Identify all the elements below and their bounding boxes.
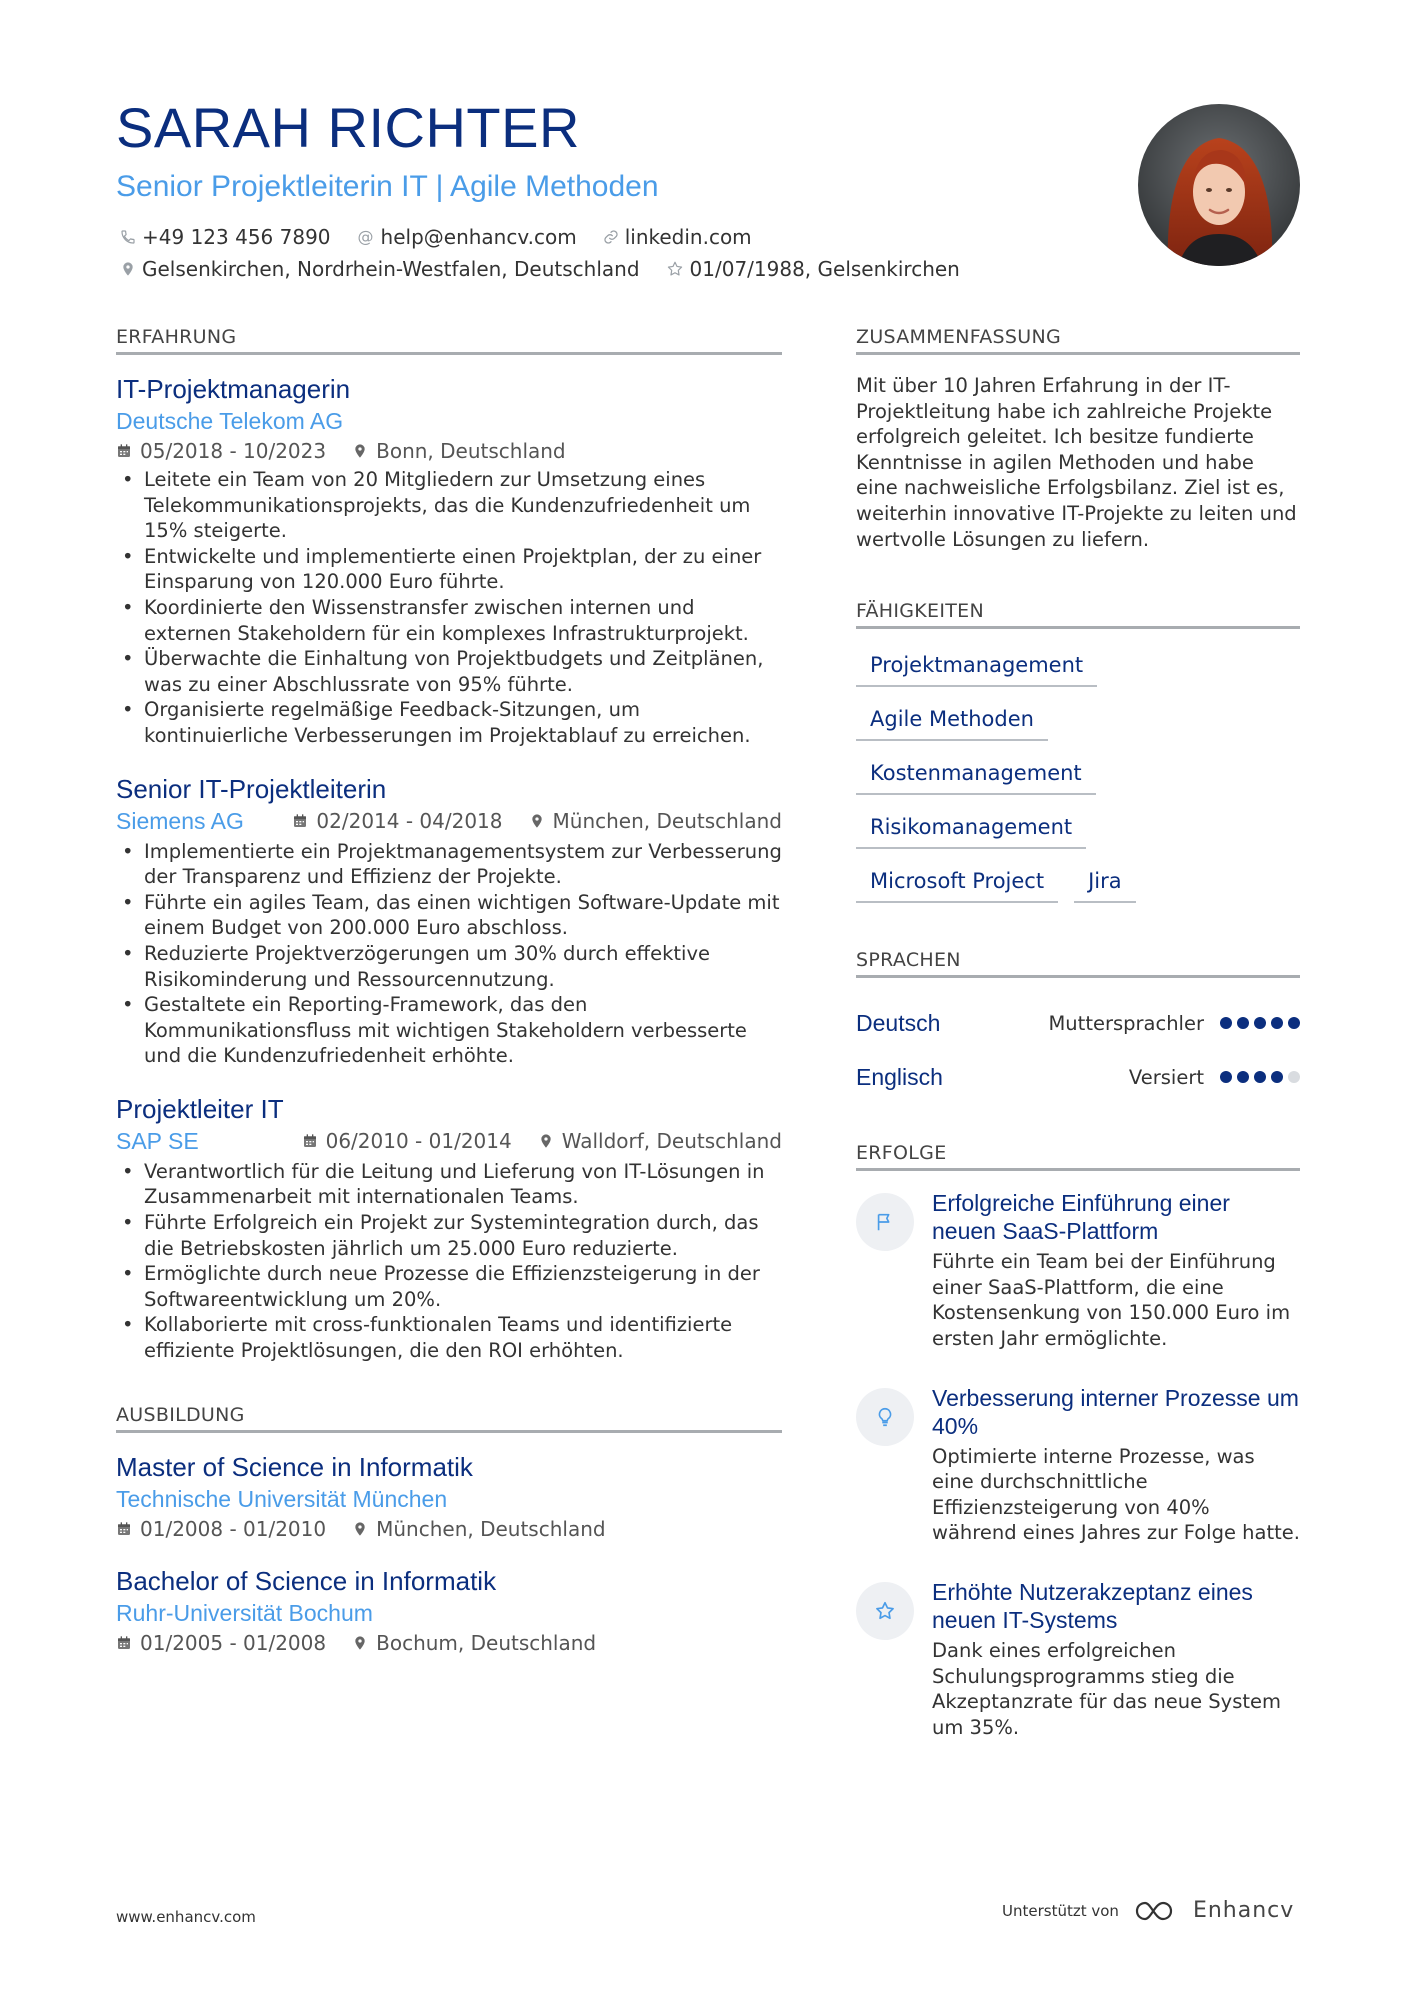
bullet-item: • Gestaltete ein Reporting-Framework, das den Kommunikationsfluss mit wichtigen Stakeholdern verbesserte und die Kundenzufriedenheit erhöhte. xyxy=(116,992,782,1069)
bullet-item: • Leitete ein Team von 20 Mitgliedern zur Umsetzung eines Telekommunikationsprojekts, das die Kundenzufriedenheit um 15% steigerte. xyxy=(116,467,782,544)
job-location: München, Deutschland xyxy=(552,808,782,833)
achievement-desc: Optimierte interne Prozesse, was eine durchschnittliche Effizienzsteigerung von 40% während eines Jahres zur Folge hatte. xyxy=(932,1444,1300,1545)
achievement-desc: Führte ein Team bei der Einführung einer SaaS-Plattform, die eine Kostensenkung von 150.000 Euro im ersten Jahr ermöglichte. xyxy=(932,1250,1291,1350)
link-icon xyxy=(603,229,619,245)
rating-dot xyxy=(1220,1017,1232,1029)
achievement-title: Erfolgreiche Einführung einer neuen SaaS-Plattform xyxy=(932,1190,1230,1245)
bullet-item: • Führte Erfolgreich ein Projekt zur Systemintegration durch, das die Betriebskosten jährlich um 25.000 Euro reduzierte. xyxy=(116,1210,782,1261)
language-name: Deutsch xyxy=(856,1009,941,1036)
star-icon xyxy=(874,1600,896,1622)
location-pin-icon xyxy=(120,261,136,277)
rating-dot xyxy=(1254,1017,1266,1029)
right-column xyxy=(856,326,1300,1772)
skill-tag: Projektmanagement xyxy=(856,647,1097,687)
job-entry xyxy=(116,373,782,749)
skill-tag: Microsoft Project xyxy=(856,863,1058,903)
languages-list xyxy=(856,996,1300,1104)
job-location: Bonn, Deutschland xyxy=(376,439,566,463)
job-dates: 02/2014 - 04/2018 xyxy=(316,808,503,833)
achievement-item xyxy=(856,1189,1300,1351)
location-pin-icon xyxy=(352,1521,368,1537)
job-company: Siemens AG xyxy=(116,807,244,834)
job-dates: 06/2010 - 01/2014 xyxy=(325,1128,512,1153)
footer-website[interactable]: www.enhancv.com xyxy=(116,1908,256,1926)
phone-text: +49 123 456 7890 xyxy=(142,225,331,249)
job-bullets xyxy=(116,467,782,749)
location-pin-icon xyxy=(352,443,368,459)
skill-tag: Agile Methoden xyxy=(856,701,1048,741)
education-entry xyxy=(116,1565,782,1657)
experience-heading: ERFAHRUNG xyxy=(116,326,782,355)
bullet-item: • Überwachte die Einhaltung von Projektbudgets und Zeitplänen, was zu einer Abschlussrate von 95% führte. xyxy=(116,646,782,697)
flag-icon xyxy=(874,1211,896,1233)
birth-contact xyxy=(666,257,960,281)
skill-tag: Risikomanagement xyxy=(856,809,1086,849)
rating-dot xyxy=(1237,1017,1249,1029)
job-company: SAP SE xyxy=(116,1127,199,1154)
edu-school: Ruhr-Universität Bochum xyxy=(116,1599,373,1626)
achievement-title: Erhöhte Nutzerakzeptanz eines neuen IT-Systems xyxy=(932,1578,1253,1633)
edu-location: München, Deutschland xyxy=(376,1516,606,1541)
achievement-title: Verbesserung interner Prozesse um 40% xyxy=(932,1384,1299,1439)
language-name: Englisch xyxy=(856,1063,943,1090)
language-rating xyxy=(1220,1017,1300,1029)
rating-dot xyxy=(1288,1071,1300,1083)
language-rating xyxy=(1220,1071,1300,1083)
linkedin-text[interactable]: linkedin.com xyxy=(624,225,752,249)
edu-degree: Bachelor of Science in Informatik xyxy=(116,1565,497,1596)
star-icon xyxy=(666,260,684,278)
powered-by-text: Unterstützt von xyxy=(1002,1901,1119,1920)
skill-tag: Jira xyxy=(1074,863,1136,903)
achievements-heading: ERFOLGE xyxy=(856,1142,1300,1171)
rating-dot xyxy=(1288,1017,1300,1029)
contact-row-2 xyxy=(120,257,960,281)
linkedin-contact[interactable] xyxy=(603,225,752,249)
achievement-desc: Dank eines erfolgreichen Schulungsprogramms stieg die Akzeptanzrate für das neue System um 35%. xyxy=(932,1638,1281,1739)
education-heading: AUSBILDUNG xyxy=(116,1404,782,1433)
location-pin-icon xyxy=(352,1635,368,1651)
brand-name: Enhancv xyxy=(1192,1898,1295,1923)
skills-list xyxy=(856,647,1300,903)
job-role: Projektleiter IT xyxy=(116,1093,284,1124)
rating-dot xyxy=(1271,1017,1283,1029)
rating-dot xyxy=(1220,1071,1232,1083)
bullet-item: • Reduzierte Projektverzögerungen um 30% durch effektive Risikominderung und Ressourcennutzung. xyxy=(116,941,782,992)
enhancv-logo-icon xyxy=(1133,1899,1179,1923)
skill-tag: Kostenmanagement xyxy=(856,755,1096,795)
location-pin-icon xyxy=(538,1133,554,1149)
job-meta xyxy=(302,1127,782,1155)
lightbulb-icon xyxy=(874,1406,896,1428)
calendar-icon xyxy=(116,443,132,459)
calendar-icon xyxy=(116,1635,132,1651)
job-bullets xyxy=(116,839,782,1069)
skills-heading: FÄHIGKEITEN xyxy=(856,600,1300,629)
bullet-item: • Verantwortlich für die Leitung und Lieferung von IT-Lösungen in Zusammenarbeit mit internationalen Teams. xyxy=(116,1159,782,1210)
phone-icon xyxy=(120,229,136,245)
education-entry xyxy=(116,1451,782,1543)
bullet-item: • Organisierte regelmäßige Feedback-Sitzungen, um kontinuierliche Verbesserungen im Projektablauf zu erreichen. xyxy=(116,697,782,748)
summary-text: Mit über 10 Jahren Erfahrung in der IT-Projektleitung habe ich zahlreiche Projekte erfolgreich geleitet. Ich besitze fundierte Kenntnisse in agilen Methoden und habe eine nachweisliche Erfolgsbilanz. Ziel ist es, weiterhin innovative IT-Projekte zu leiten und wertvolle Lösungen zu liefern. xyxy=(856,374,1297,551)
rating-dot xyxy=(1271,1071,1283,1083)
job-role: IT-Projektmanagerin xyxy=(116,374,351,404)
candidate-name: SARAH RICHTER xyxy=(116,96,580,159)
bullet-item: • Ermöglichte durch neue Prozesse die Effizienzsteigerung in der Softwareentwicklung um 20%. xyxy=(116,1261,782,1312)
languages-heading: SPRACHEN xyxy=(856,949,1300,978)
language-level: Versiert xyxy=(1128,1065,1204,1089)
bullet-item: • Koordinierte den Wissenstransfer zwischen internen und externen Stakeholdern für ein komplexes Infrastrukturprojekt. xyxy=(116,595,782,646)
language-row xyxy=(856,996,1300,1050)
phone-contact xyxy=(120,225,331,249)
edu-meta xyxy=(116,1629,782,1657)
rating-dot xyxy=(1237,1071,1249,1083)
email-text[interactable]: help@enhancv.com xyxy=(380,225,577,249)
calendar-icon xyxy=(116,1521,132,1537)
left-column xyxy=(116,326,782,1679)
edu-dates: 01/2008 - 01/2010 xyxy=(140,1516,327,1541)
job-role: Senior IT-Projektleiterin xyxy=(116,773,387,804)
bullet-item: • Entwickelte und implementierte einen Projektplan, der zu einer Einsparung von 120.000 Euro führte. xyxy=(116,544,782,595)
achievement-item xyxy=(856,1384,1300,1546)
at-icon: @ xyxy=(357,227,374,246)
bullet-item: • Führte ein agiles Team, das einen wichtigen Software-Update mit einem Budget von 200.000 Euro abschloss. xyxy=(116,890,782,941)
email-contact[interactable] xyxy=(357,225,577,249)
job-meta xyxy=(292,807,782,835)
bullet-item: • Implementierte ein Projektmanagementsystem zur Verbesserung der Transparenz und Effizienz der Projekte. xyxy=(116,839,782,890)
job-company: Deutsche Telekom AG xyxy=(116,408,344,434)
language-level: Muttersprachler xyxy=(1048,1011,1204,1035)
candidate-title: Senior Projektleiterin IT | Agile Methoden xyxy=(116,170,659,203)
job-entry xyxy=(116,1093,782,1364)
edu-school: Technische Universität München xyxy=(116,1485,448,1512)
bullet-item: • Kollaborierte mit cross-funktionalen Teams und identifizierte effiziente Projektlösungen, die den ROI erhöhten. xyxy=(116,1312,782,1363)
contact-row-1 xyxy=(120,225,752,249)
profile-photo xyxy=(1138,104,1300,266)
edu-dates: 01/2005 - 01/2008 xyxy=(140,1630,327,1655)
location-text: Gelsenkirchen, Nordrhein-Westfalen, Deutschland xyxy=(142,257,640,281)
location-contact xyxy=(120,257,640,281)
language-row xyxy=(856,1050,1300,1104)
footer-branding xyxy=(1002,1898,1294,1923)
job-entry xyxy=(116,773,782,1069)
birth-text: 01/07/1988, Gelsenkirchen xyxy=(689,257,960,281)
edu-degree: Master of Science in Informatik xyxy=(116,1451,473,1482)
job-location: Walldorf, Deutschland xyxy=(561,1128,782,1153)
calendar-icon xyxy=(292,813,308,829)
edu-location: Bochum, Deutschland xyxy=(376,1630,597,1655)
edu-meta xyxy=(116,1515,782,1543)
job-bullets xyxy=(116,1159,782,1364)
achievement-item xyxy=(856,1578,1300,1740)
job-meta xyxy=(116,437,782,465)
job-dates: 05/2018 - 10/2023 xyxy=(140,439,327,463)
calendar-icon xyxy=(302,1133,318,1149)
summary-heading: ZUSAMMENFASSUNG xyxy=(856,326,1300,355)
rating-dot xyxy=(1254,1071,1266,1083)
location-pin-icon xyxy=(529,813,545,829)
